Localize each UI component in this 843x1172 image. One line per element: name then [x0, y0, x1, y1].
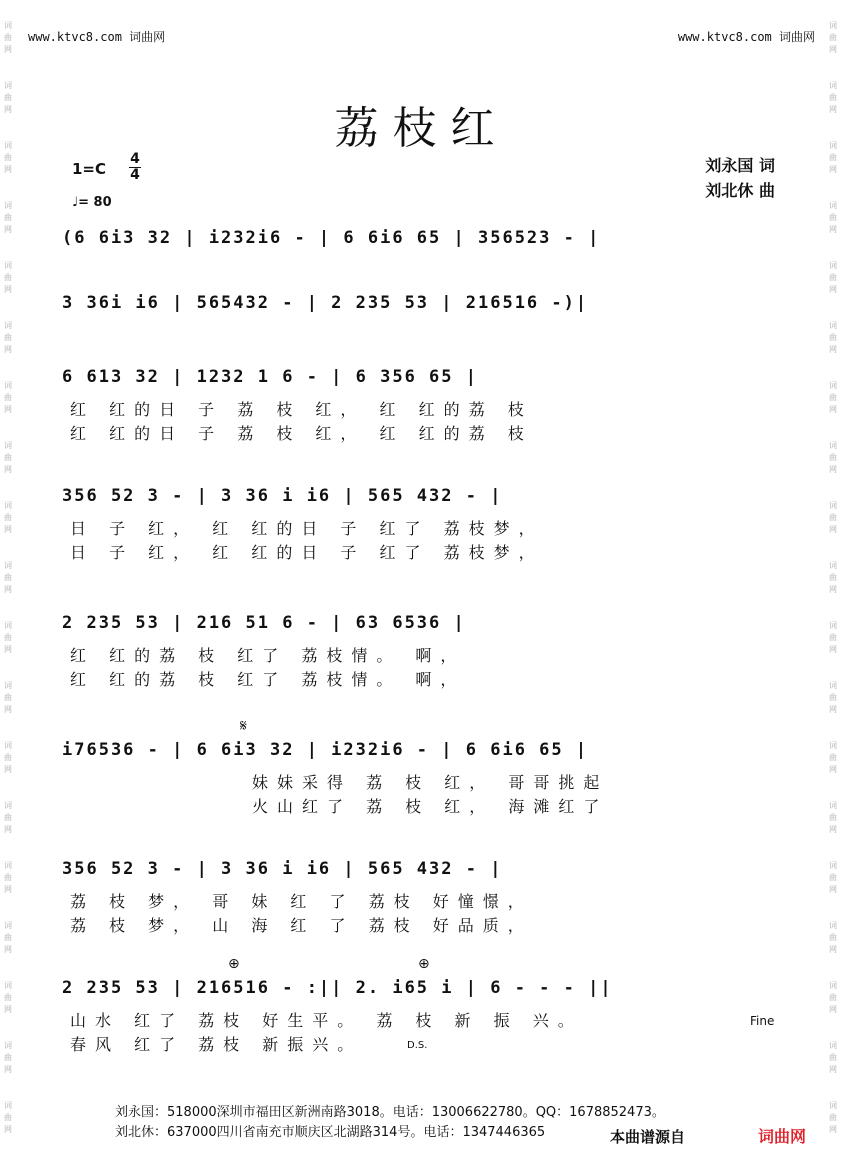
watermark-char: 网 — [829, 45, 837, 54]
watermark-group — [4, 1100, 14, 1136]
watermark-char: 词 — [829, 681, 837, 690]
watermark-char: 词 — [829, 81, 837, 90]
watermark-char: 曲 — [4, 933, 12, 942]
watermark-char: 网 — [4, 45, 12, 54]
watermark-char: 网 — [4, 345, 12, 354]
watermark-char: 网 — [829, 645, 837, 654]
watermark-char: 曲 — [829, 1113, 837, 1122]
watermark-char: 网 — [4, 1005, 12, 1014]
watermark-group — [4, 20, 14, 56]
watermark-char: 词 — [829, 1041, 837, 1050]
source-note: 本曲谱源自 — [610, 1128, 686, 1146]
watermark-char: 词 — [4, 501, 12, 510]
segno-mark: 𝄋 — [240, 716, 247, 735]
watermark-group — [4, 860, 14, 896]
watermark-char: 曲 — [829, 393, 837, 402]
lyric-verse-2: 红 红的日 子 荔 枝 红， 红 红的荔 枝 — [70, 424, 533, 443]
watermark-char: 网 — [4, 1125, 12, 1134]
watermark-group — [829, 680, 839, 716]
lyric-verse-1: 日 子 红， 红 红的日 子 红了 荔枝梦， — [70, 519, 544, 538]
lyric-verse-1: 山水 红了 荔枝 好生平。 荔 枝 新 振 兴。 — [70, 1011, 583, 1030]
watermark-char: 词 — [829, 141, 837, 150]
watermark-char: 网 — [829, 405, 837, 414]
watermark-char: 网 — [829, 1065, 837, 1074]
watermark-char: 曲 — [4, 753, 12, 762]
watermark-group — [4, 320, 14, 356]
watermark-char: 词 — [829, 861, 837, 870]
watermark-char: 曲 — [829, 753, 837, 762]
watermark-char: 曲 — [829, 633, 837, 642]
watermark-char: 网 — [829, 225, 837, 234]
notes: (6 6i3 32 | i232i6 - | 6 6i6 65 | 356523 - | — [62, 228, 601, 248]
watermark-char: 网 — [4, 405, 12, 414]
watermark-char: 网 — [829, 525, 837, 534]
watermark-char: 曲 — [4, 393, 12, 402]
watermark-char: 曲 — [4, 333, 12, 342]
watermark-group — [4, 920, 14, 956]
time-top: 4 — [130, 151, 140, 167]
key-signature: 1=C — [72, 160, 107, 178]
watermark-char: 词 — [829, 621, 837, 630]
watermark-group — [829, 260, 839, 296]
watermark-group — [4, 800, 14, 836]
watermark-char: 词 — [4, 981, 12, 990]
watermark-group — [829, 440, 839, 476]
watermark-group — [829, 800, 839, 836]
watermark-char: 曲 — [4, 993, 12, 1002]
watermark-group — [4, 740, 14, 776]
watermark-char: 曲 — [829, 933, 837, 942]
watermark-char: 网 — [829, 1005, 837, 1014]
watermark-char: 曲 — [4, 273, 12, 282]
watermark-char: 曲 — [4, 213, 12, 222]
time-bottom: 4 — [130, 167, 140, 183]
lyricist: 刘永国 词 — [705, 156, 775, 175]
watermark-char: 网 — [4, 765, 12, 774]
watermark-char: 词 — [4, 1041, 12, 1050]
watermark-char: 曲 — [829, 993, 837, 1002]
lyric-verse-2: 春风 红了 荔枝 新振兴。 — [70, 1035, 363, 1054]
composer: 刘北休 曲 — [705, 181, 775, 200]
lyric-verse-1: 红 红的荔 枝 红了 荔枝情。 啊， — [70, 646, 466, 665]
ds-mark: D.S. — [407, 1040, 428, 1051]
notes: 2 235 53 | 216 51 6 - | 63 6536 | — [62, 613, 466, 633]
watermark-char: 词 — [829, 921, 837, 930]
watermark-char: 曲 — [829, 453, 837, 462]
watermark-char: 网 — [4, 105, 12, 114]
watermark-group — [4, 980, 14, 1016]
watermark-char: 曲 — [4, 693, 12, 702]
watermark-group — [4, 440, 14, 476]
watermark-char: 网 — [829, 105, 837, 114]
watermark-group — [4, 620, 14, 656]
watermark-char: 词 — [4, 381, 12, 390]
watermark-left — [4, 20, 14, 1160]
site-url-left[interactable]: www.ktvc8.com 词曲网 — [28, 30, 166, 44]
watermark-char: 曲 — [4, 633, 12, 642]
watermark-char: 网 — [829, 465, 837, 474]
watermark-char: 曲 — [829, 153, 837, 162]
watermark-group — [829, 320, 839, 356]
watermark-char: 网 — [829, 285, 837, 294]
watermark-char: 词 — [4, 921, 12, 930]
watermark-char: 词 — [829, 981, 837, 990]
site-url-right[interactable]: www.ktvc8.com 词曲网 — [677, 30, 815, 44]
watermark-char: 词 — [4, 21, 12, 30]
lyric-verse-1: 红 红的日 子 荔 枝 红， 红 红的荔 枝 — [70, 400, 533, 419]
watermark-group — [4, 560, 14, 596]
watermark-group — [4, 380, 14, 416]
watermark-char: 词 — [829, 801, 837, 810]
notes: 6 613 32 | 1232 1 6 - | 6 356 65 | — [62, 367, 478, 387]
site-logo[interactable]: 词曲网 — [758, 1127, 807, 1146]
watermark-char: 曲 — [829, 273, 837, 282]
lyric-verse-2: 日 子 红， 红 红的日 子 红了 荔枝梦， — [70, 543, 544, 562]
watermark-char: 词 — [829, 321, 837, 330]
watermark-char: 曲 — [829, 873, 837, 882]
watermark-char: 词 — [829, 1101, 837, 1110]
watermark-char: 词 — [4, 261, 12, 270]
watermark-group — [829, 920, 839, 956]
watermark-char: 网 — [4, 825, 12, 834]
watermark-char: 词 — [829, 201, 837, 210]
watermark-group — [829, 380, 839, 416]
watermark-char: 词 — [4, 321, 12, 330]
watermark-char: 曲 — [829, 33, 837, 42]
watermark-char: 网 — [4, 285, 12, 294]
watermark-char: 网 — [4, 165, 12, 174]
notes: 356 52 3 - | 3 36 i i6 | 565 432 - | — [62, 859, 503, 879]
lyric-verse-1: 妹妹采得 荔 枝 红， 哥哥挑起 — [252, 773, 609, 792]
watermark-char: 词 — [4, 201, 12, 210]
watermark-char: 词 — [4, 801, 12, 810]
watermark-group — [829, 980, 839, 1016]
watermark-group — [829, 1100, 839, 1136]
notes: i76536 - | 6 6i3 32 | i232i6 - | 6 6i6 65 | — [62, 740, 589, 760]
watermark-char: 网 — [829, 345, 837, 354]
tempo-mark: ♩= 80 — [72, 195, 112, 210]
watermark-char: 网 — [829, 825, 837, 834]
watermark-char: 曲 — [829, 333, 837, 342]
watermark-char: 网 — [4, 705, 12, 714]
watermark-char: 曲 — [829, 213, 837, 222]
watermark-char: 网 — [4, 945, 12, 954]
watermark-char: 词 — [4, 141, 12, 150]
watermark-char: 网 — [4, 885, 12, 894]
watermark-char: 网 — [4, 225, 12, 234]
watermark-char: 词 — [4, 1101, 12, 1110]
watermark-char: 网 — [4, 645, 12, 654]
watermark-char: 词 — [829, 381, 837, 390]
watermark-char: 词 — [4, 741, 12, 750]
contact-lyricist: 刘永国：518000深圳市福田区新洲南路3018。电话：13006622780。QQ：1678852473。 — [115, 1105, 665, 1120]
watermark-group — [829, 740, 839, 776]
watermark-group — [829, 500, 839, 536]
watermark-char: 网 — [829, 705, 837, 714]
watermark-char: 曲 — [4, 93, 12, 102]
watermark-char: 曲 — [4, 1113, 12, 1122]
coda-mark-1: ⊕ — [228, 956, 240, 972]
coda-mark-2: ⊕ — [418, 956, 430, 972]
notes: 356 52 3 - | 3 36 i i6 | 565 432 - | — [62, 486, 503, 506]
watermark-char: 曲 — [4, 453, 12, 462]
watermark-group — [4, 200, 14, 236]
watermark-group — [829, 20, 839, 56]
time-signature — [129, 152, 141, 183]
watermark-char: 曲 — [4, 153, 12, 162]
watermark-char: 词 — [4, 621, 12, 630]
watermark-char: 词 — [829, 561, 837, 570]
watermark-char: 网 — [829, 885, 837, 894]
watermark-char: 网 — [4, 465, 12, 474]
notes: 2 235 53 | 216516 - :|| 2. i65 i | 6 - - - || — [62, 978, 613, 998]
fine-mark: Fine — [750, 1014, 775, 1028]
watermark-char: 曲 — [4, 573, 12, 582]
watermark-char: 网 — [4, 585, 12, 594]
watermark-char: 网 — [829, 765, 837, 774]
watermark-char: 网 — [829, 1125, 837, 1134]
lyric-verse-2: 红 红的荔 枝 红了 荔枝情。 啊， — [70, 670, 466, 689]
watermark-char: 网 — [4, 525, 12, 534]
watermark-char: 曲 — [829, 513, 837, 522]
watermark-char: 词 — [829, 741, 837, 750]
watermark-char: 曲 — [829, 813, 837, 822]
watermark-char: 曲 — [4, 813, 12, 822]
watermark-group — [829, 560, 839, 596]
watermark-group — [4, 680, 14, 716]
watermark-char: 词 — [829, 501, 837, 510]
song-title: 荔枝红 — [334, 103, 509, 154]
watermark-group — [829, 1040, 839, 1076]
notes: 3 36i i6 | 565432 - | 2 235 53 | 216516 -)| — [62, 293, 589, 313]
watermark-char: 曲 — [829, 1053, 837, 1062]
lyric-verse-1: 荔 枝 梦， 哥 妹 红 了 荔枝 好憧憬， — [70, 892, 533, 911]
watermark-char: 曲 — [829, 693, 837, 702]
watermark-char: 网 — [829, 945, 837, 954]
watermark-char: 曲 — [829, 93, 837, 102]
watermark-group — [4, 260, 14, 296]
watermark-char: 网 — [4, 1065, 12, 1074]
watermark-char: 词 — [4, 441, 12, 450]
watermark-char: 词 — [829, 261, 837, 270]
watermark-char: 曲 — [4, 873, 12, 882]
watermark-char: 网 — [829, 165, 837, 174]
watermark-char: 词 — [829, 441, 837, 450]
watermark-group — [4, 1040, 14, 1076]
watermark-char: 词 — [4, 861, 12, 870]
watermark-char: 曲 — [4, 513, 12, 522]
watermark-char: 词 — [4, 561, 12, 570]
watermark-char: 网 — [829, 585, 837, 594]
lyric-verse-2: 火山红了 荔 枝 红， 海滩红了 — [252, 797, 609, 816]
contact-composer: 刘北休：637000四川省南充市顺庆区北湖路314号。电话：1347446365 — [115, 1125, 546, 1140]
watermark-char: 词 — [4, 81, 12, 90]
watermark-char: 曲 — [4, 1053, 12, 1062]
watermark-group — [829, 860, 839, 896]
watermark-char: 词 — [829, 21, 837, 30]
watermark-group — [829, 620, 839, 656]
watermark-char: 曲 — [4, 33, 12, 42]
watermark-group — [4, 500, 14, 536]
watermark-right — [829, 20, 839, 1160]
watermark-group — [829, 200, 839, 236]
watermark-char: 曲 — [829, 573, 837, 582]
lyric-verse-2: 荔 枝 梦， 山 海 红 了 荔枝 好品质， — [70, 916, 533, 935]
watermark-char: 词 — [4, 681, 12, 690]
